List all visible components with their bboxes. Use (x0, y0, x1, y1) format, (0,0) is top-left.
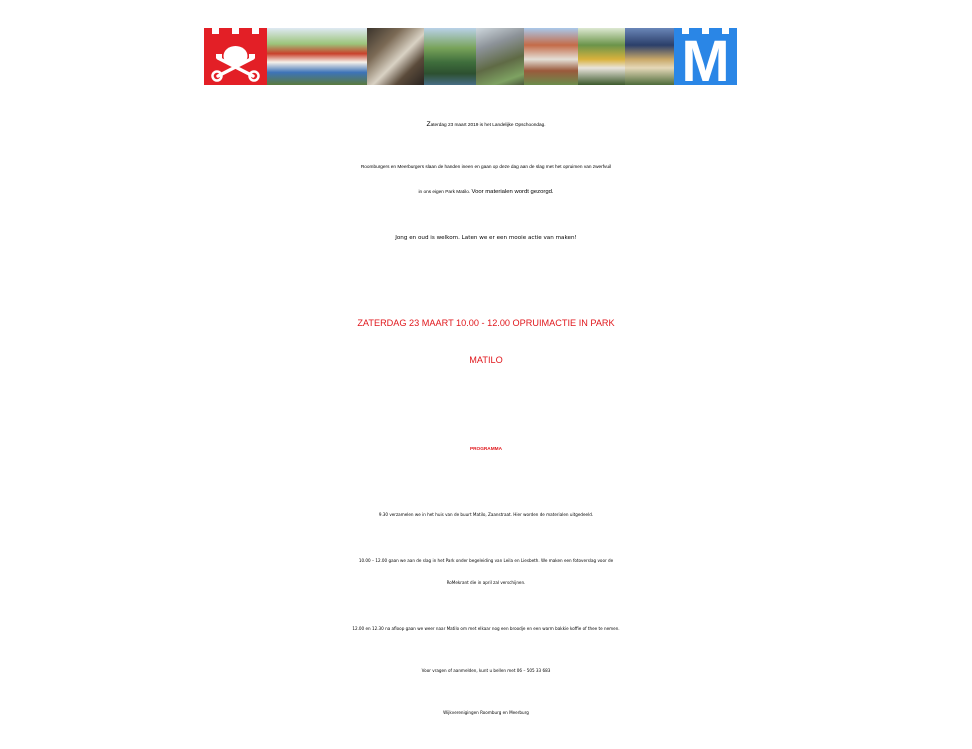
headline-line1: ZATERDAG 23 MAART 10.00 - 12.00 OPRUIMACTIE IN PARK (357, 318, 615, 328)
contact-line: Voor vragen of aanmelden, kunt u bellen met 06 – 505 33 683 (421, 668, 551, 673)
programma-heading: PROGRAMMA (470, 447, 502, 452)
houses-photo (476, 28, 524, 85)
intro-paragraph-text: in ons eigen Park Matilo. (418, 190, 472, 195)
signature-line: Wijkverenigingen Roomburg en Meerburg (443, 710, 529, 715)
svg-text:M: M (681, 29, 730, 85)
letter-m-icon (674, 28, 737, 85)
playground-photo (578, 28, 625, 85)
market-photo (267, 28, 367, 85)
drop-initial: Z (426, 121, 431, 128)
apartments-photo (524, 28, 578, 85)
intro-paragraph-line2 (0, 189, 972, 195)
meerburg-emblem (674, 28, 737, 85)
programma-item-1: 9.30 verzamelen we in het huis van de buurt Matilo, Zaanstraat. Hier worden de materialen uitgedeeld. (378, 512, 594, 517)
programma-item-2-line2: RoMekrant die in april zal verschijnen. (446, 580, 526, 585)
programma-item-3: 12.00 en 12.30 na afloop gaan we weer naar Matilo om met elkaar nog een broodje en een warm bakkie koffie of thee te nemen. (352, 626, 620, 631)
welcome-line: Jong en oud is welkom. Laten we er een mooie actie van maken! (395, 235, 577, 241)
canal-photo (424, 28, 476, 85)
roomburg-emblem (204, 28, 267, 85)
intro-paragraph-line1: Roomburgers en Meerburgers slaan de handen ineen en gaan op deze dag aan de slag met het opruimen van zwerfvuil (360, 165, 612, 170)
intro-line (0, 121, 972, 128)
headline-line2: MATILO (469, 355, 503, 365)
materials-note: Voor materialen wordt gezorgd. (471, 189, 554, 195)
house-photo (625, 28, 674, 85)
programma-item-2-line1: 10.00 – 12.00 gaan we aan de slag in het Park onder begeleiding van Leila en Liesbeth. We maken een fotoverslag voor de (358, 558, 614, 563)
crossed-keys-icon (204, 28, 267, 85)
intro-text: aterdag 23 maart 2019 is het Landelijke Opschoondag. (430, 123, 546, 128)
header-banner (204, 28, 766, 85)
building-photo (367, 28, 424, 85)
